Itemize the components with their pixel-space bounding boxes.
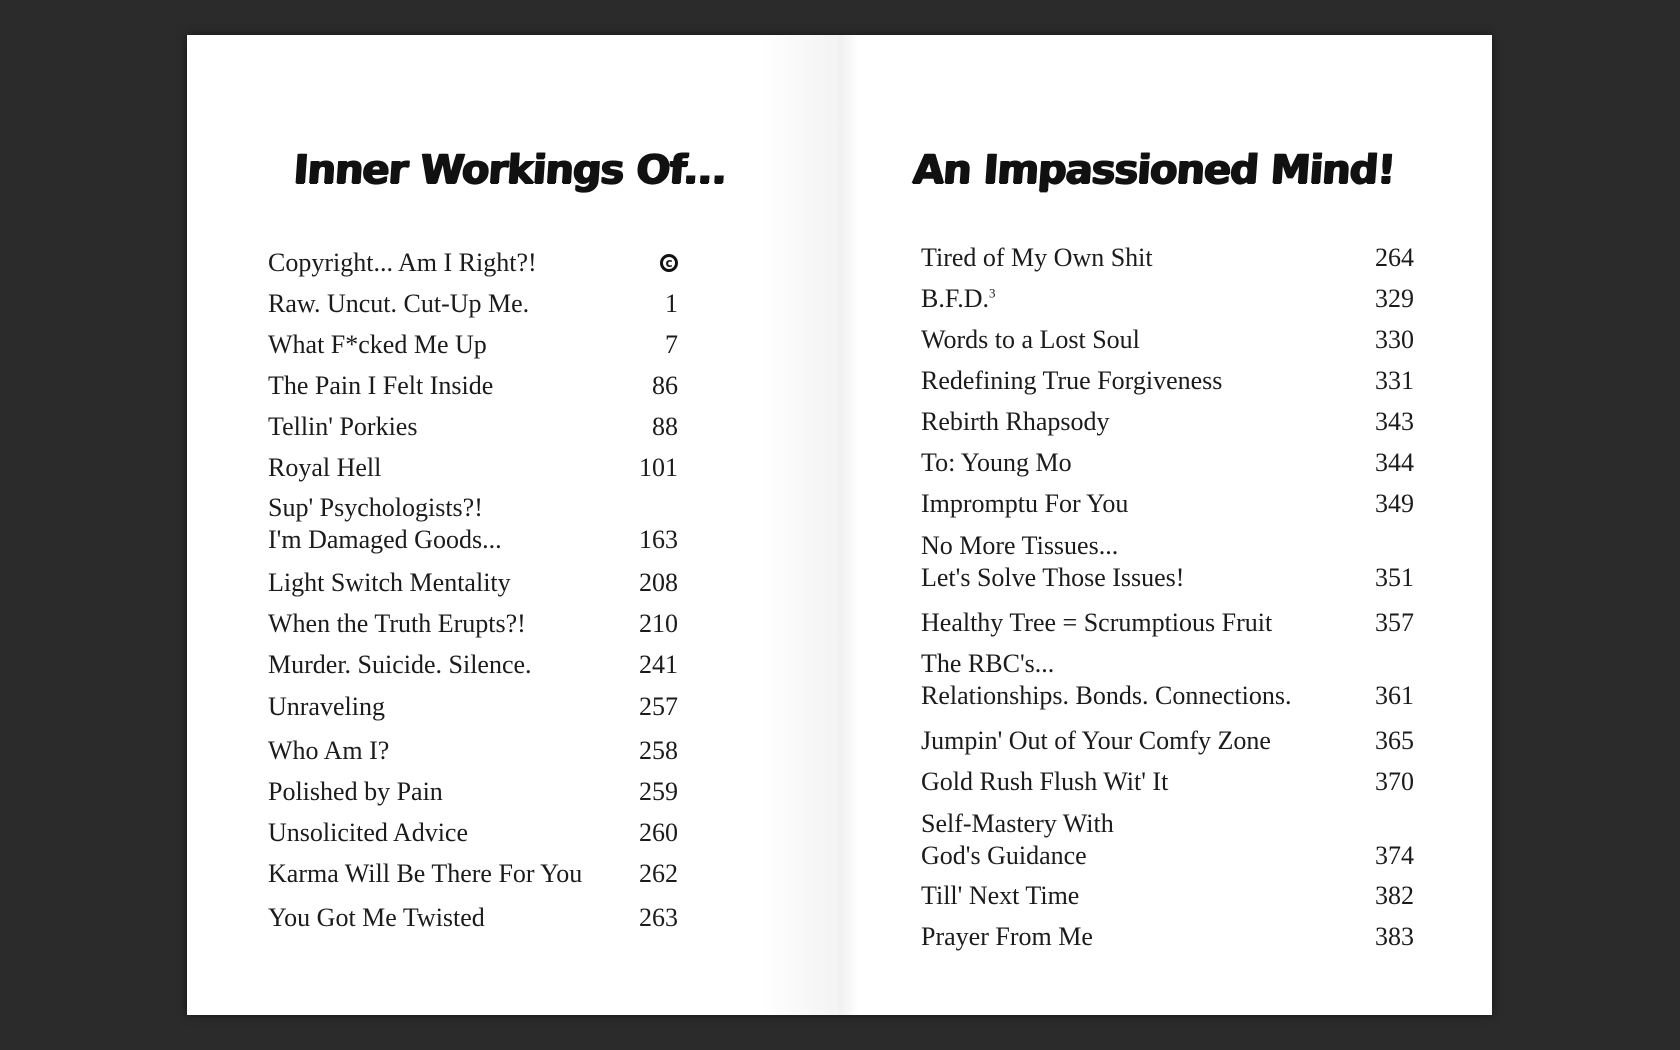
toc-entry-title-line: Royal Hell [268,453,382,482]
toc-entry-title [268,649,608,681]
toc-entry-page-number: 365 [1375,726,1414,755]
toc-entry [921,365,1414,397]
toc-entry-title [921,283,1344,315]
toc-entry-page-number: 260 [639,818,678,847]
footnote-marker: 3 [989,285,996,301]
toc-entry [268,492,678,556]
toc-entry-page-number: 263 [639,903,678,932]
toc-entry-page-number: 86 [652,371,678,400]
toc-entry-title-line: Polished by Pain [268,777,443,806]
right-page-title: An Impassioned Mind! [911,147,1397,193]
toc-entry-title-line: I'm Damaged Goods... [268,525,502,554]
toc-entry-title [268,902,608,934]
toc-entry-title [268,735,608,767]
toc-entry [268,858,678,890]
toc-entry-title [268,817,608,849]
toc-entry-page-number: 344 [1375,448,1414,477]
toc-entry-page-number: 383 [1375,922,1414,951]
toc-entry-title-line: Redefining True Forgiveness [921,366,1223,395]
left-table-of-contents [268,247,678,934]
toc-entry-page-number: 241 [639,650,678,679]
toc-entry-title [921,725,1344,757]
toc-entry-page-number: 343 [1375,407,1414,436]
toc-entry-title [268,452,608,484]
toc-entry-title [921,365,1344,397]
toc-entry-page-number: 259 [639,777,678,806]
toc-entry [921,725,1414,757]
toc-entry-page-number: 163 [639,525,678,554]
toc-entry-title-line: Tellin' Porkies [268,412,418,441]
right-table-of-contents [921,242,1414,953]
toc-entry [268,452,678,484]
toc-entry [921,648,1414,712]
toc-entry-page-number: 361 [1375,681,1414,710]
toc-entry [921,607,1414,639]
toc-entry-title [921,324,1344,356]
toc-entry-page-number: 330 [1375,325,1414,354]
toc-entry-title-line: When the Truth Erupts?! [268,609,526,638]
toc-entry-title-line: Light Switch Mentality [268,568,511,597]
toc-entry-title-line: Sup' Psychologists?! [268,493,483,522]
toc-entry-title [268,608,608,640]
toc-entry [268,370,678,402]
toc-entry [268,247,678,279]
toc-entry [268,608,678,640]
toc-entry-title-line: Let's Solve Those Issues! [921,563,1185,592]
toc-entry [921,808,1414,872]
toc-entry-page-number: 382 [1375,881,1414,910]
toc-entry-title-line: Who Am I? [268,736,390,765]
toc-entry-title [268,329,608,361]
toc-entry [268,902,678,934]
toc-entry-title [268,411,608,443]
toc-entry-page-number: 257 [639,692,678,721]
toc-entry-title-line: Unraveling [268,692,385,721]
toc-entry [921,406,1414,438]
toc-entry [921,921,1414,953]
toc-entry-title [268,691,608,723]
toc-entry [268,817,678,849]
toc-entry-title-line: Healthy Tree = Scrumptious Fruit [921,608,1273,637]
toc-entry-title-line: Rebirth Rhapsody [921,407,1110,436]
toc-entry-title-line: B.F.D.$^3$ [921,284,996,313]
toc-entry-page-number: 374 [1375,841,1414,870]
toc-entry-page-number: 357 [1375,608,1414,637]
toc-entry-page-number: 88 [652,412,678,441]
toc-entry-page-number: 208 [639,568,678,597]
toc-entry-title-line: Relationships. Bonds. Connections. [921,681,1292,710]
toc-entry-title [921,530,1344,594]
toc-entry-title [921,242,1344,274]
book-spread [187,35,1492,1015]
toc-entry-title-line: Murder. Suicide. Silence. [268,650,532,679]
toc-entry-title-line: What F*cked Me Up [268,330,487,359]
toc-entry-title [268,247,608,279]
toc-entry-title-line: Impromptu For You [921,489,1129,518]
toc-entry-title-line: The Pain I Felt Inside [268,371,494,400]
toc-entry-title-line: Words to a Lost Soul [921,325,1140,354]
toc-entry [921,324,1414,356]
toc-entry-title-line: Self-Mastery With [921,809,1114,838]
toc-entry [921,766,1414,798]
toc-entry-page-number: 258 [639,736,678,765]
toc-entry-title-line: To: Young Mo [921,448,1072,477]
toc-entry-title-line: Karma Will Be There For You [268,859,583,888]
toc-entry [921,447,1414,479]
toc-entry-title [921,880,1344,912]
toc-entry-title [268,288,608,320]
toc-entry [268,649,678,681]
toc-entry-page-number: 210 [639,609,678,638]
toc-entry [268,329,678,361]
toc-entry-title [921,607,1344,639]
toc-entry-page-number: 370 [1375,767,1414,796]
toc-entry-title-line: Jumpin' Out of Your Comfy Zone [921,726,1271,755]
toc-entry-page-number: 101 [639,453,678,482]
copyright-mark: c [660,254,678,272]
toc-entry-title-line: Tired of My Own Shit [921,243,1153,272]
toc-entry-title [268,858,608,890]
toc-entry [268,567,678,599]
toc-entry-title-line: God's Guidance [921,841,1087,870]
toc-entry [268,288,678,320]
toc-entry-page-number: 349 [1375,489,1414,518]
toc-entry [921,530,1414,594]
toc-entry-page-number: 7 [665,330,678,359]
toc-entry-page-number: 1 [665,289,678,318]
toc-entry-title [921,766,1344,798]
toc-entry [921,242,1414,274]
toc-entry-title [921,808,1344,872]
toc-entry-title-line: Unsolicited Advice [268,818,469,847]
toc-entry-title [921,447,1344,479]
toc-entry-title [921,921,1344,953]
toc-entry-page-number: 262 [639,859,678,888]
toc-entry-title-line: Prayer From Me [921,922,1093,951]
toc-entry [921,880,1414,912]
toc-entry-page-number: 331 [1375,366,1414,395]
toc-entry-title [268,776,608,808]
toc-entry-title-line: Till' Next Time [921,881,1080,910]
copyright-icon [608,247,678,279]
toc-entry [268,411,678,443]
toc-entry-title-line: Gold Rush Flush Wit' It [921,767,1169,796]
toc-entry-title [268,370,608,402]
toc-entry-title [921,648,1344,712]
toc-entry-title [921,488,1344,520]
toc-entry-title-line: No More Tissues... [921,531,1119,560]
toc-entry-title-line: Raw. Uncut. Cut-Up Me. [268,289,530,318]
toc-entry-title [268,567,608,599]
right-page [839,35,1492,1015]
left-page [187,35,839,1015]
toc-entry-page-number: 264 [1375,243,1414,272]
toc-entry-title [268,492,608,556]
toc-entry [268,776,678,808]
toc-entry-page-number: 329 [1375,284,1414,313]
toc-entry [921,488,1414,520]
toc-entry-title [921,406,1344,438]
left-page-title: Inner Workings Of... [292,147,728,193]
toc-entry-page-number: 351 [1375,563,1414,592]
toc-entry [921,283,1414,315]
toc-entry-title-line: The RBC's... [921,649,1055,678]
toc-entry-title-line: You Got Me Twisted [268,903,485,932]
toc-entry [268,735,678,767]
toc-entry [268,691,678,723]
toc-entry-title-line: Copyright... Am I Right?! [268,248,537,277]
